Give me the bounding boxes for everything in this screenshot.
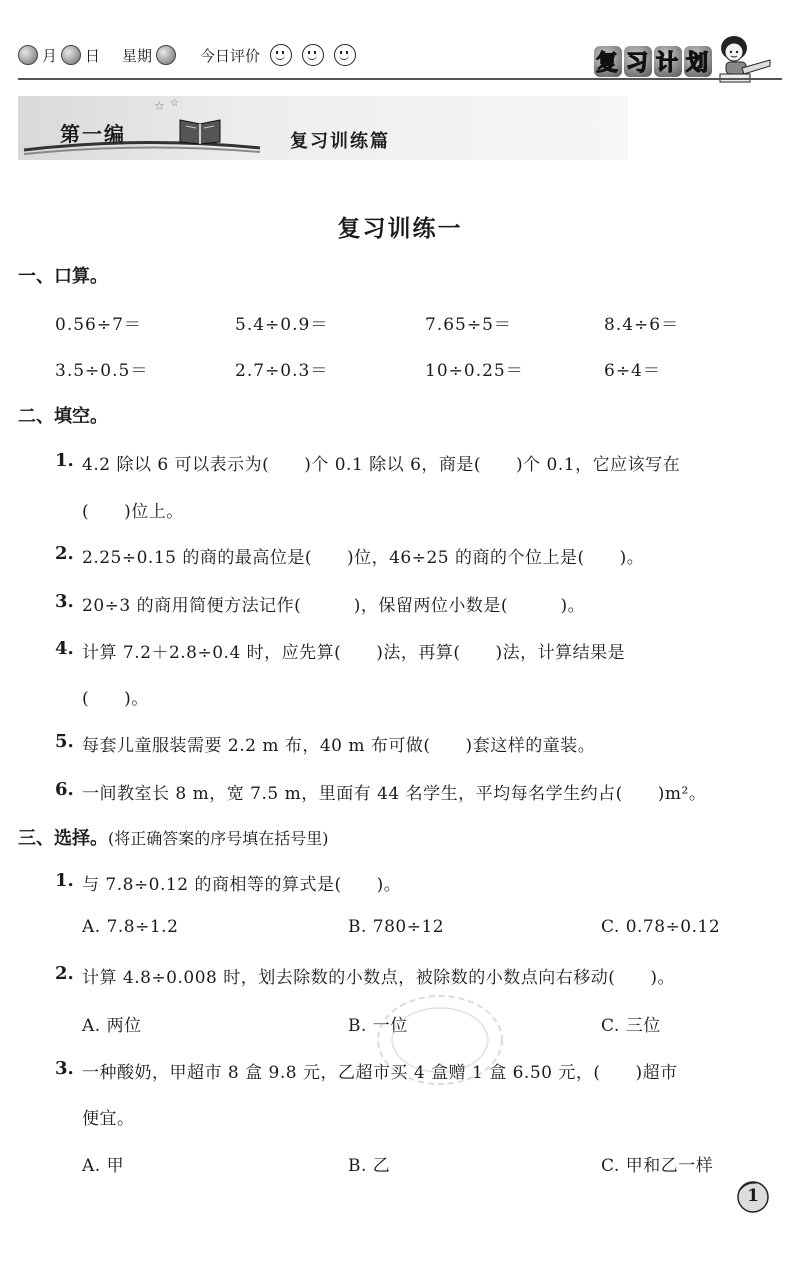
smiley-icon: [334, 44, 356, 66]
book-icon: [178, 116, 222, 144]
question-number: 2.: [55, 963, 74, 984]
weekday-dot-icon: [156, 45, 176, 65]
oral-item: 8.4÷6＝: [604, 315, 680, 335]
question-text: 一种酸奶，甲超市 8 盒 9.8 元，乙超市买 4 盒赠 1 盒 6.50 元，( )超市: [82, 1063, 678, 1083]
question-number: 3.: [55, 591, 74, 612]
question-number: 1.: [55, 870, 74, 891]
question-text: 一间教室长 8 m，宽 7.5 m，里面有 44 名学生，平均每名学生约占( )m²。: [82, 784, 707, 804]
section-heading-note: (将正确答案的序号填在括号里): [108, 829, 329, 848]
section-heading-fill: 二、填空。: [18, 406, 108, 427]
question-text: 与 7.8÷0.12 的商相等的算式是( )。: [82, 875, 402, 895]
stamp-watermark: [370, 990, 510, 1090]
part-subtitle: 复习训练篇: [290, 131, 390, 152]
choice-option: B. 780÷12: [348, 917, 445, 937]
question-text: 2.25÷0.15 的商的最高位是( )位，46÷25 的商的个位上是( )。: [82, 548, 645, 568]
choice-option: C. 甲和乙一样: [601, 1156, 714, 1176]
svg-text:☆: ☆: [170, 98, 179, 109]
oral-item: 10÷0.25＝: [425, 361, 524, 381]
date-rating-bar: [18, 44, 356, 66]
question-number: 1.: [55, 450, 74, 471]
review-plan-logo: 复 习 计 划: [594, 46, 714, 77]
question-text: 每套儿童服装需要 2.2 m 布，40 m 布可做( )套这样的童装。: [82, 736, 596, 756]
day-dot-icon: [61, 45, 81, 65]
oral-item: 5.4÷0.9＝: [235, 315, 329, 335]
choice-option: A. 两位: [82, 1016, 142, 1036]
weekday-label: 星期: [122, 46, 153, 65]
page-number: 1: [747, 1186, 759, 1206]
oral-item: 0.56÷7＝: [55, 315, 142, 335]
question-text: 4.2 除以 6 可以表示为( )个 0.1 除以 6，商是( )个 0.1，它应该写在: [82, 455, 681, 475]
choice-option: B. 乙: [348, 1156, 391, 1176]
section-heading-choice: [18, 824, 329, 850]
section-heading-label: 三、选择。: [18, 828, 108, 849]
question-text: ( )。: [82, 689, 149, 709]
question-text: 计算 4.8÷0.008 时，划去除数的小数点，被除数的小数点向右移动( )。: [82, 968, 676, 988]
smiley-icon: [302, 44, 324, 66]
stars-icon: [150, 96, 190, 116]
choice-option: C. 三位: [601, 1016, 661, 1036]
swoosh-decoration: [22, 140, 262, 160]
question-text: ( )位上。: [82, 502, 184, 522]
question-number: 6.: [55, 779, 74, 800]
oral-item: 2.7÷0.3＝: [235, 361, 329, 381]
question-text: 20÷3 的商用简便方法记作( )，保留两位小数是( )。: [82, 596, 586, 616]
smiley-icon: [270, 44, 292, 66]
rating-label: 今日评价: [200, 46, 261, 65]
question-number: 4.: [55, 638, 74, 659]
svg-text:☆: ☆: [154, 99, 165, 113]
question-text: 计算 7.2＋2.8÷0.4 时，应先算( )法，再算( )法，计算结果是: [82, 643, 626, 663]
part-title: 第一编: [60, 122, 126, 146]
page-title: 复习训练一: [337, 216, 463, 242]
section-heading-oral: 一、口算。: [18, 266, 108, 287]
choice-option: C. 0.78÷0.12: [601, 917, 721, 937]
question-text: 便宜。: [82, 1109, 135, 1129]
month-label: 月: [42, 46, 58, 65]
oral-item: 6÷4＝: [604, 361, 661, 381]
header-divider: [18, 78, 782, 80]
question-number: 3.: [55, 1058, 74, 1079]
oral-item: 7.65÷5＝: [425, 315, 512, 335]
day-label: 日: [85, 46, 101, 65]
oral-item: 3.5÷0.5＝: [55, 361, 149, 381]
month-dot-icon: [18, 45, 38, 65]
question-number: 5.: [55, 731, 74, 752]
choice-option: A. 7.8÷1.2: [82, 917, 179, 937]
choice-option: B. 一位: [348, 1016, 408, 1036]
question-number: 2.: [55, 543, 74, 564]
choice-option: A. 甲: [82, 1156, 125, 1176]
